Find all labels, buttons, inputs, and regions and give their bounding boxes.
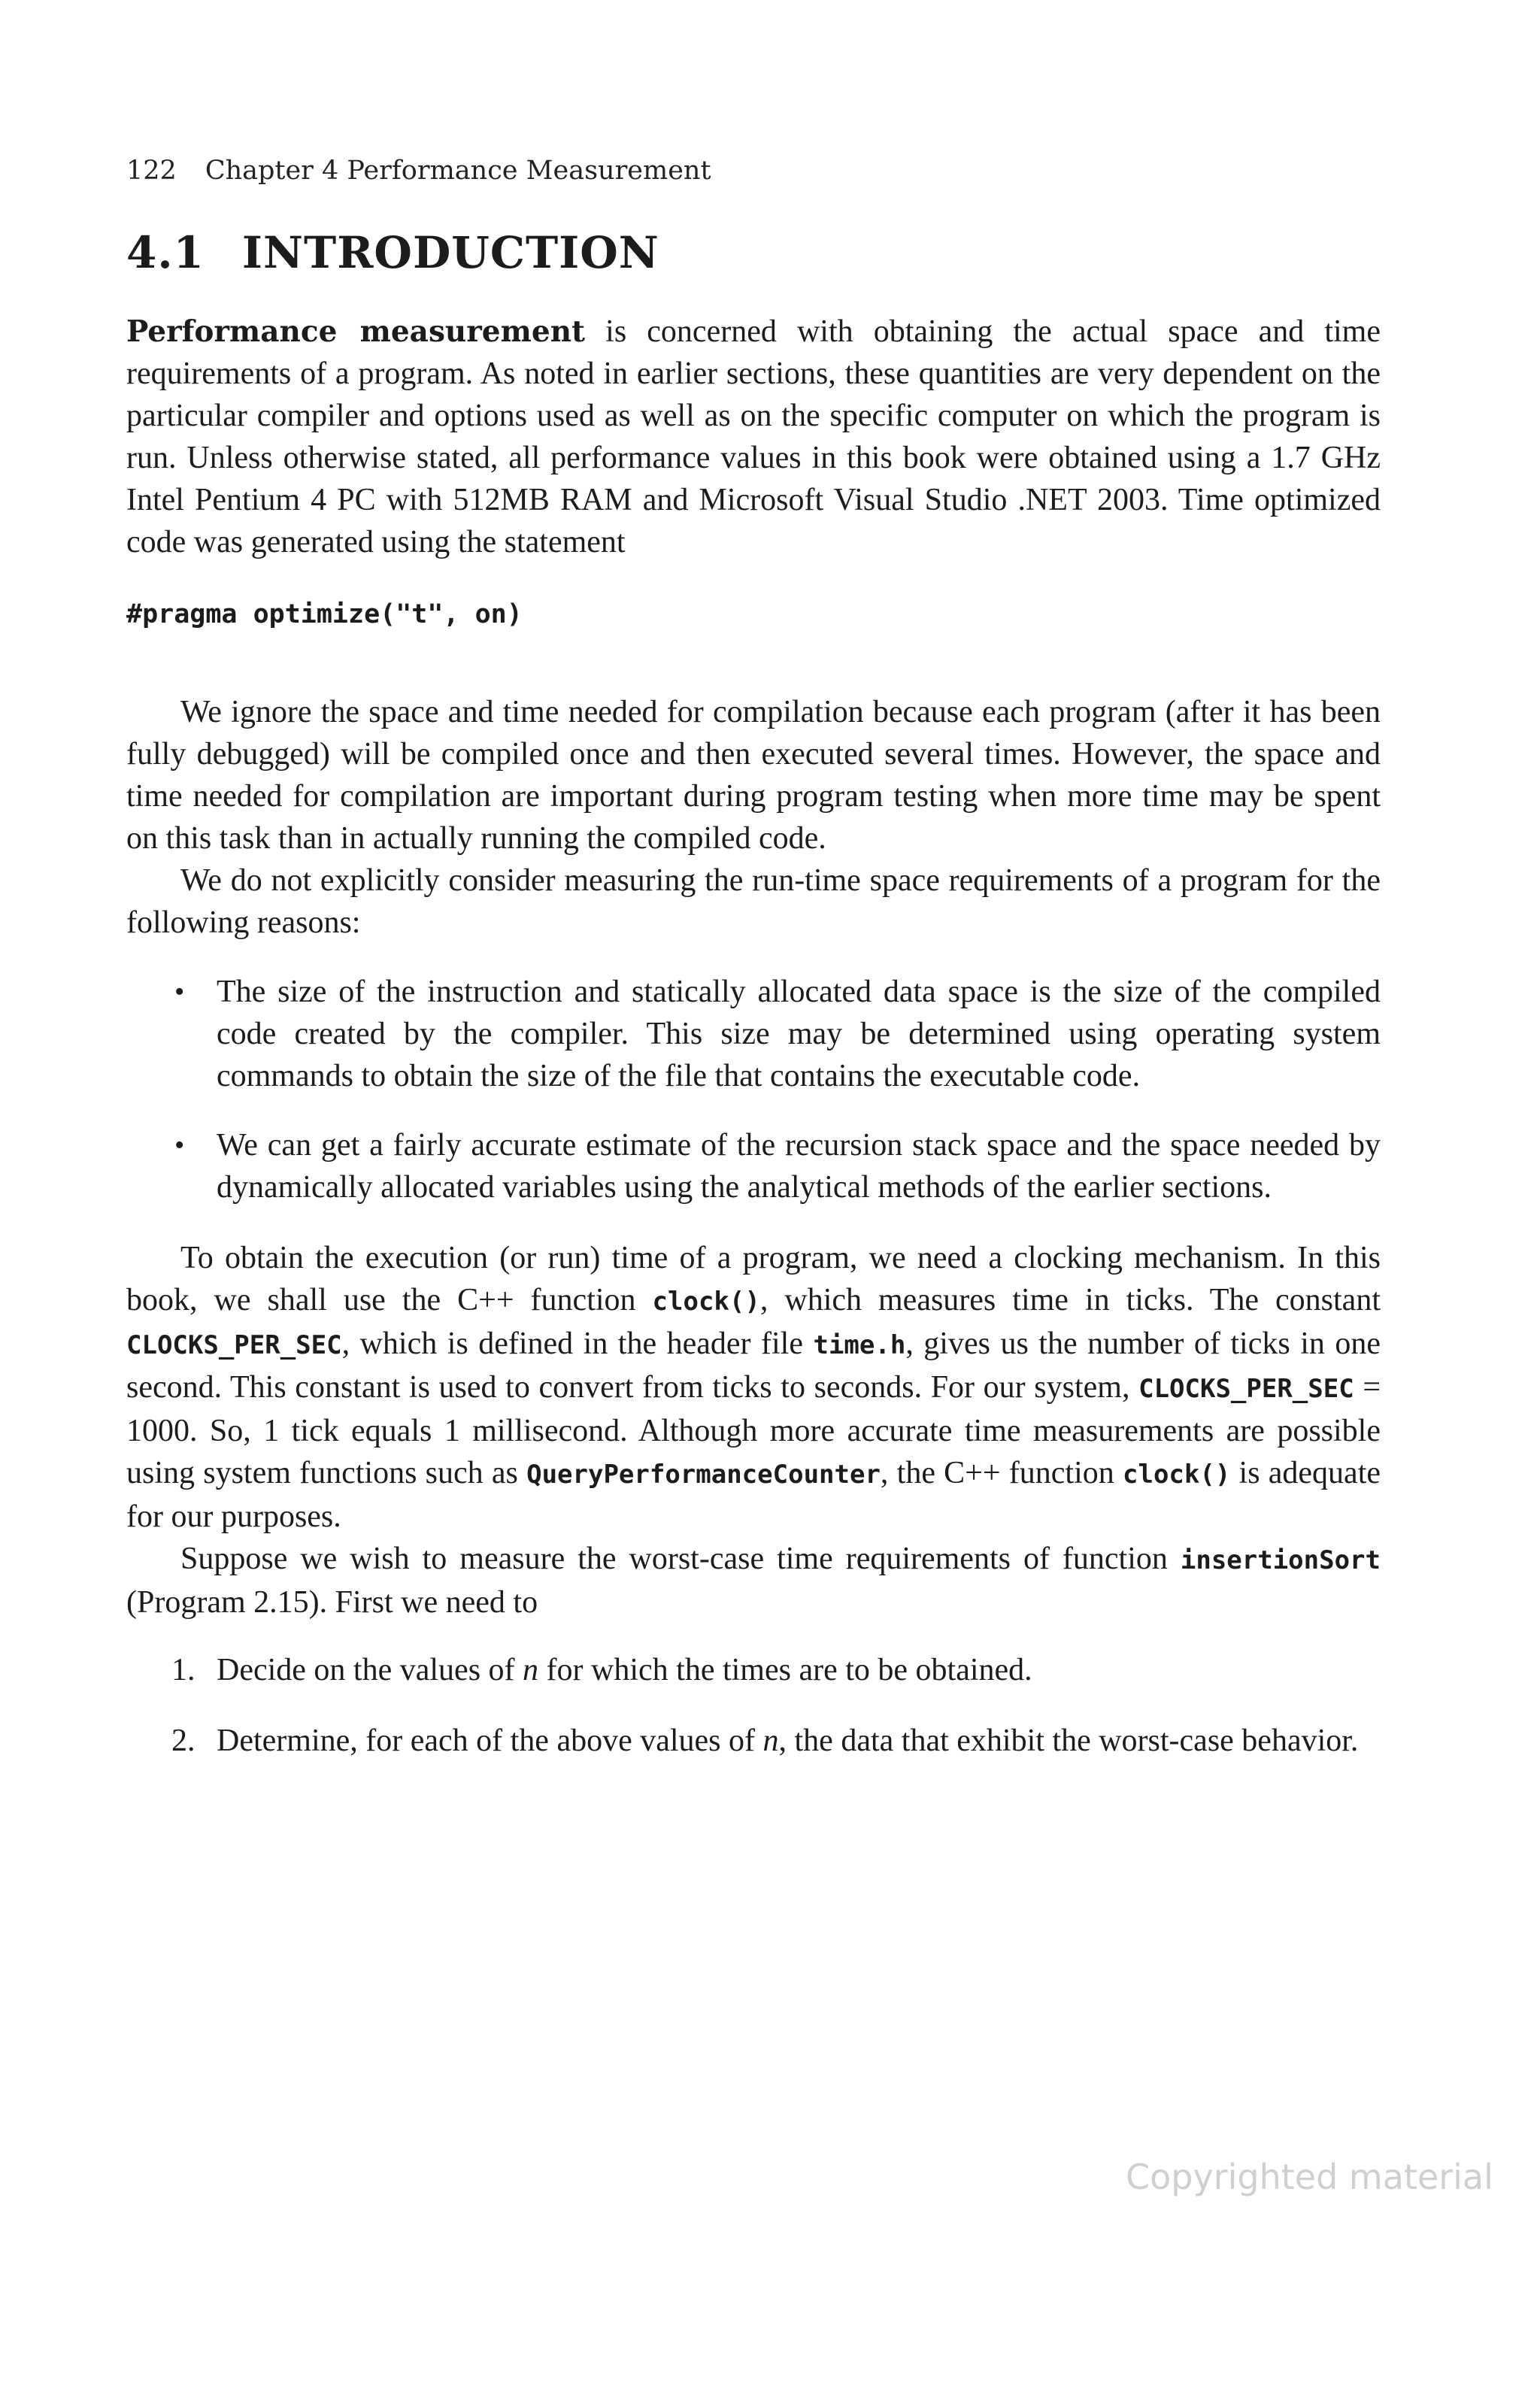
code-clock: clock() [1123, 1460, 1231, 1490]
code-clocks-per-sec: CLOCKS_PER_SEC [1138, 1374, 1354, 1404]
code-pragma: #pragma optimize("t", on) [126, 599, 523, 629]
section-heading [126, 227, 1381, 278]
reasons-list [126, 971, 1381, 1208]
text-run: , the C++ function [880, 1456, 1123, 1490]
math-var: n [523, 1653, 539, 1687]
paragraph-compilation: We ignore the space and time needed for compilation because each program (after it has been fully debugged) will be compiled once and then executed several times. However, the space and time needed for compilation are important during program testing when more time may be spent on this task than in actually running the compiled code. [126, 695, 1381, 856]
text-run: , the data that exhibit the worst-case behavior. [778, 1724, 1359, 1758]
paragraph-clock [126, 1237, 1381, 1538]
book-page [126, 158, 1381, 1762]
text-run: , which is defined in the header file [341, 1326, 814, 1361]
steps-list [126, 1649, 1381, 1762]
section-title: INTRODUCTION [241, 227, 659, 278]
list-item [126, 1649, 1381, 1691]
paragraph-intro [126, 311, 1381, 563]
text-run: is adequate for our purposes. [126, 1456, 1381, 1534]
text-run: = 1000. So, 1 tick equals 1 millisecond. Although more accurate time measurements are possible using system functions such as [126, 1370, 1381, 1490]
list-item-text: The size of the instruction and statically allocated data space is the size of the compiled code created by the compiler. This size may be determined using operating system commands to obtain the size of the file that contains the executable code. [217, 975, 1381, 1093]
term-performance-measurement: Performance measurement [126, 314, 586, 349]
section-number: 4.1 [126, 227, 205, 278]
body-text [126, 311, 1381, 1762]
code-clock: clock() [652, 1287, 760, 1317]
bullet-icon: • [174, 1129, 185, 1161]
paragraph-insertion-sort [126, 1538, 1381, 1623]
step-number: 1. [171, 1653, 196, 1687]
chapter-title: Chapter 4 Performance Measurement [205, 156, 711, 186]
text-run: , gives us the number of ticks in one second. This constant is used to convert from ticks to seconds. For our system, [126, 1326, 1381, 1405]
bullet-icon: • [174, 976, 185, 1008]
list-item [126, 1720, 1381, 1762]
math-var: n [762, 1724, 779, 1758]
text-run: (Program 2.15). First we need to [126, 1585, 538, 1620]
code-insertion-sort: insertionSort [1180, 1545, 1381, 1575]
text-run: for which the times are to be obtained. [538, 1653, 1032, 1687]
step-number: 2. [171, 1724, 196, 1758]
code-clocks-per-sec: CLOCKS_PER_SEC [126, 1330, 342, 1360]
page-number: 122 [126, 156, 177, 186]
code-time-h: time.h [813, 1330, 906, 1360]
text-run: Suppose we wish to measure the worst-case time requirements of function [180, 1542, 1181, 1576]
list-item [126, 1124, 1381, 1208]
text-run: Determine, for each of the above values of [217, 1724, 763, 1758]
list-item [126, 971, 1381, 1097]
code-query-performance-counter: QueryPerformanceCounter [526, 1460, 881, 1490]
paragraph-space-reasons: We do not explicitly consider measuring the run-time space requirements of a program for the following reasons: [126, 863, 1381, 940]
text-run: , which measures time in ticks. The constant [759, 1283, 1381, 1317]
text-run: Decide on the values of [217, 1653, 523, 1687]
paragraph-intro-text: is concerned with obtaining the actual space and time requirements of a program. As noted in earlier sections, these quantities are very dependent on the particular compiler and options used as well as on the specific computer on which the program is run. Unless otherwise stated, all performance values in this book were obtained using a 1.7 GHz Intel Pentium 4 PC with 512MB RAM and Microsoft Visual Studio .NET 2003. Time optimized code was generated using the statement [126, 314, 1381, 559]
list-item-text: We can get a fairly accurate estimate of the recursion stack space and the space needed by dynamically allocated variables using the analytical methods of the earlier sections. [217, 1128, 1381, 1205]
running-head [126, 158, 1381, 184]
watermark: Copyrighted material [1126, 2157, 1493, 2197]
text-run: To obtain the execution (or run) time of a program, we need a clocking mechanism. In this book, we shall use the C++ function [126, 1241, 1381, 1317]
